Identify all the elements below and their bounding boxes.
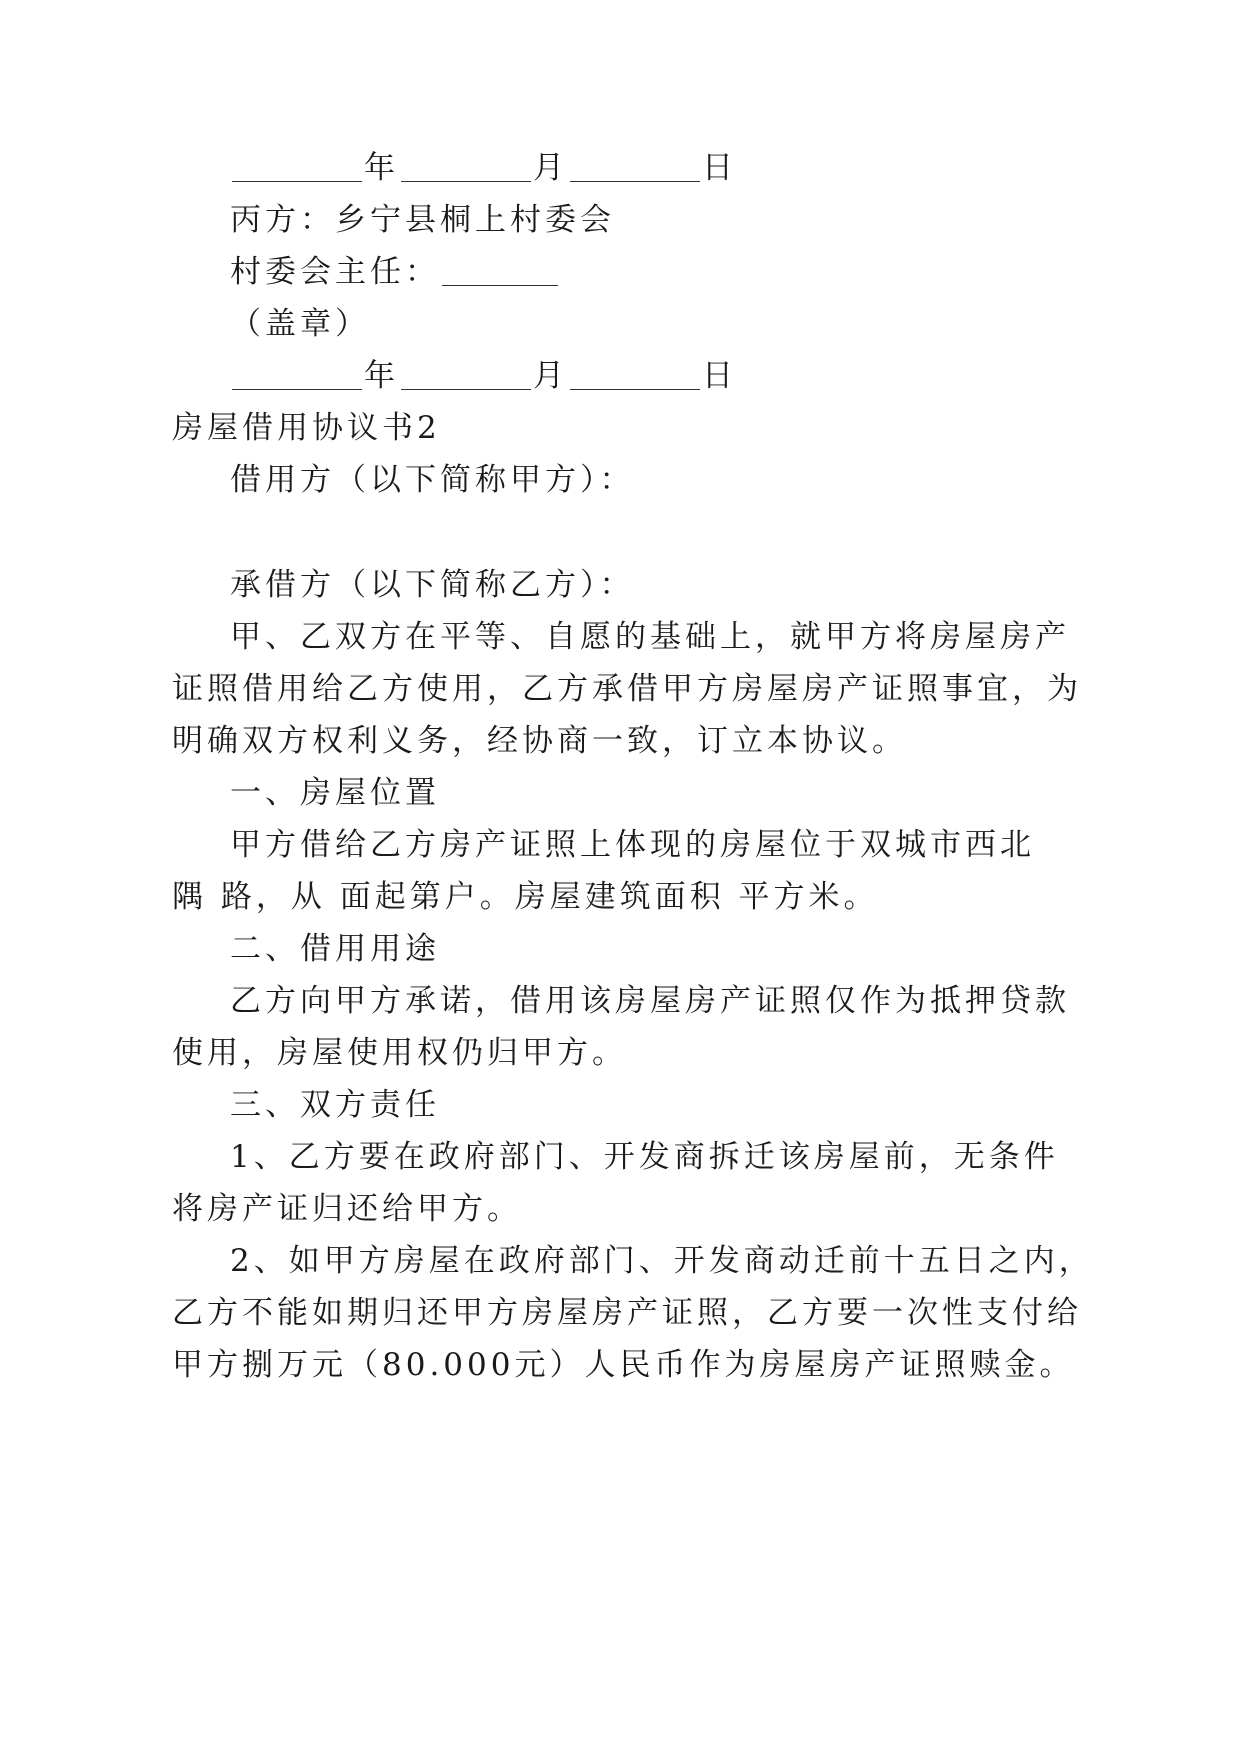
year-label: 年 — [364, 150, 399, 186]
director-line — [230, 252, 560, 292]
agreement-title: 房屋借用协议书2 — [172, 410, 441, 446]
blank-month — [401, 359, 531, 390]
intro-line-3: 明确双方权利义务，经协商一致，订立本协议。 — [172, 723, 907, 759]
section-2-line-1: 乙方向甲方承诺，借用该房屋房产证照仅作为抵押贷款 — [230, 983, 1070, 1019]
section-3-item-2-line-1: 2、如甲方房屋在政府部门、开发商动迁前十五日之内， — [230, 1243, 1094, 1279]
date-line-1 — [230, 148, 737, 188]
section-2-heading: 二、借用用途 — [230, 931, 440, 967]
intro-line-2: 证照借用给乙方使用，乙方承借甲方房屋房产证照事宜，为 — [172, 671, 1082, 707]
blank-day — [570, 359, 700, 390]
section-3-item-2-line-3: 甲方捌万元（80.000元）人民币作为房屋房产证照赎金。 — [172, 1347, 1075, 1383]
section-3-heading: 三、双方责任 — [230, 1087, 440, 1123]
section-3-item-2-line-2: 乙方不能如期归还甲方房屋房产证照，乙方要一次性支付给 — [172, 1295, 1082, 1331]
section-1-line-2: 隅 路，从 面起第户。房屋建筑面积 平方米。 — [172, 879, 879, 915]
day-label: 日 — [702, 358, 737, 394]
intro-line-1: 甲、乙双方在平等、自愿的基础上，就甲方将房屋房产 — [230, 619, 1070, 655]
year-label: 年 — [364, 358, 399, 394]
borrower-line: 借用方（以下简称甲方）： — [230, 462, 635, 498]
blank-day — [570, 151, 700, 182]
blank-month — [401, 151, 531, 182]
section-1-heading: 一、房屋位置 — [230, 775, 440, 811]
section-3-item-1-line-2: 将房产证归还给甲方。 — [172, 1191, 522, 1227]
section-3-item-1-line-1: 1、乙方要在政府部门、开发商拆迁该房屋前，无条件 — [230, 1139, 1059, 1175]
blank-director — [442, 255, 558, 286]
month-label: 月 — [533, 358, 568, 394]
day-label: 日 — [702, 150, 737, 186]
director-label: 村委会主任： — [230, 254, 440, 290]
blank-year — [232, 151, 362, 182]
blank-year — [232, 359, 362, 390]
party-c-line: 丙方：乡宁县桐上村委会 — [230, 202, 615, 238]
month-label: 月 — [533, 150, 568, 186]
section-2-line-2: 使用，房屋使用权仍归甲方。 — [172, 1035, 627, 1071]
lender-line: 承借方（以下简称乙方）： — [230, 567, 635, 603]
section-1-line-1: 甲方借给乙方房产证照上体现的房屋位于双城市西北 — [230, 827, 1035, 863]
seal-line: （盖章） — [230, 306, 370, 342]
date-line-2 — [230, 356, 737, 396]
